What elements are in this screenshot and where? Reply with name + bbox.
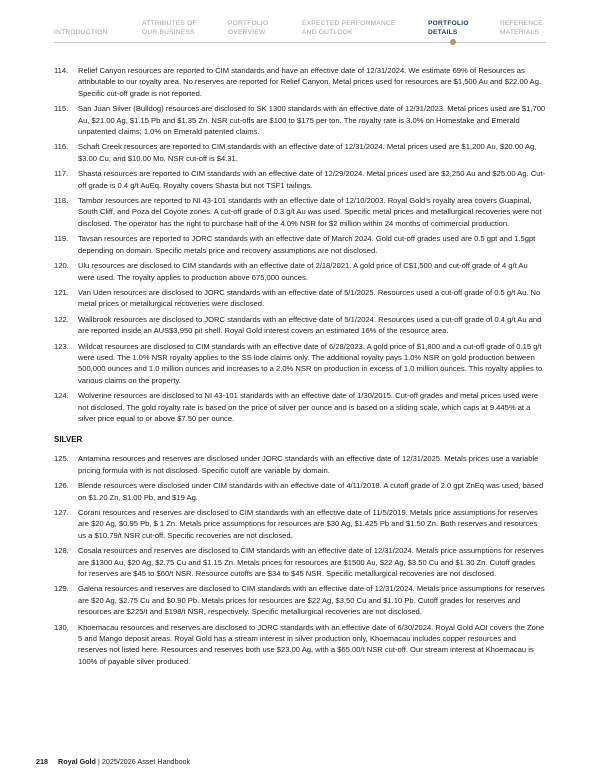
section-heading-silver: SILVER (54, 435, 83, 445)
nav-portfolio-overview-line2: OVERVIEW (228, 28, 266, 36)
footnote-item (54, 545, 546, 579)
footnote-number: 117. (54, 169, 69, 179)
footnote-item (54, 195, 546, 229)
footnote-number: 124. (54, 391, 69, 401)
footnote-text: Corani resources and reserves are disclosed to CIM standards with an effective date of 11/5/2019. Metals price assumptions for reserves are $20 Ag, $0.95 Pb, $ 1 Zn. Metals price assumptions for resources are $30 Ag, $1.425 Pb and $1.50 Zn. Both reserves and resources us a $10.79/t NSR cut-off. Specific recoveries are not disclosed. (78, 508, 538, 540)
footnote-text: Cosala resources and reserves are disclosed to CIM standards with an effective date of 12/31/2024. Metals price assumptions for reserves are $1300 Au, $20 Ag, $2.75 Cu and $1.15 Zn. Metals prices for resources are $1500 Au, $22 Ag, $3.50 Cu and $1.30 Zn. Cutoff grades for reserves are $45 to $60/t NSR. Resource cutoffs are $34 to $45 NSR. Specific metallurgical recoveries are not disclosed. (78, 546, 544, 579)
nav-expected-performance-line1: EXPECTED PERFORMANCE (302, 20, 396, 27)
footnote-item (54, 141, 546, 164)
footnote-item (54, 390, 546, 424)
footnote-number: 128. (54, 546, 69, 556)
footnote-text: Ulu resources are disclosed to CIM standards with an effective date of 2/18/2021. A gold price of C$1,500 and cut-off grade of 4 g/t Au were used. The royalty applies to production above 675,000 ounces. (78, 261, 528, 282)
footnote-item (54, 287, 546, 310)
nav-attributes-line1: ATTRIBUTES OF (142, 20, 197, 27)
footnote-text: Schaft Creek resources are reported to CIM standards with an effective date of 12/31/2024. Metal prices used are $1,200 Au, $20.00 Ag, $3.00 Cu, and $10.00 Mo. NSR cut-off is $4.31. (78, 142, 537, 163)
footnote-item (54, 65, 546, 99)
footnote-item (54, 507, 546, 541)
nav-portfolio-details[interactable] (428, 20, 469, 37)
page-footer (36, 757, 190, 766)
footnote-number: 115. (54, 104, 69, 114)
nav-portfolio-details-line1: PORTFOLIO (428, 20, 469, 27)
footnote-number: 122. (54, 314, 69, 324)
footnote-text: Relief Canyon resources are reported to CIM standards and have an effective date of 12/31/2024. We estimate 69% of Resources as attributable to our royalty area. No reserves are reported for Relief Canyon. Metal prices used for resources are $1,500 Au and $22.00 Ag. Specific cut-off grade is not reported. (78, 66, 542, 98)
footnote-text: Blende resources were disclosed under CIM standards with an effective date of 4/11/2018. A cutoff grade of 2.0 gpt ZnEq was used, based on $1.20 Zn, $1.00 Pb, and $19 Ag. (78, 481, 544, 502)
nav-introduction[interactable] (54, 20, 108, 37)
footnote-item (54, 453, 546, 476)
nav-introduction-label: INTRODUCTION (54, 28, 108, 36)
footnote-text: Wildcat resources are disclosed to CIM standards with an effective date of 6/28/2023. A gold price of $1,800 and a cut-off grade of 0.15 g/t were used. The 1.0% NSR royalty applies to the SS lode claims only. The additional royalty pays 1.0% NSR on gold production between 500,000 ounces and 1.0 million ounces and increases to a 2.0% NSR on production in excess of 1.0 million ounces. This royalty applies to various claims on the property. (78, 341, 543, 385)
nav-portfolio-overview-line1: PORTFOLIO (228, 20, 269, 27)
nav-reference-materials[interactable] (500, 20, 543, 37)
footnote-item (54, 622, 546, 668)
footnote-text: Galena resources and reserves are disclosed to CIM standards with an effective date of 12/31/2024. Metals price assumptions for reserves are $20 Ag, $2.75 Cu and $0.90 Pb. Metals prices for resources are $22 Ag, $3.50 Cu and $1.10 Pb. Cutoff grades for reserves and resources are $225/t and $198/t NSR, respectively. Specific metallurgical recoveries are not disclosed. (78, 584, 545, 617)
footnote-item (54, 260, 546, 283)
footnote-number: 118. (54, 196, 69, 206)
footnote-number: 127. (54, 508, 69, 517)
top-navigation (0, 0, 600, 48)
notes-list-silver (54, 453, 546, 667)
footnote-text: Shasta resources are reported to CIM standards with an effective date of 12/29/2024. Metal prices used are $2,250 Au and $25.00 Ag. Cut-off grade is 0.4 g/t AuEq. Royalty covers Shasta but not TSF1 tailings. (78, 169, 546, 190)
nav-portfolio-details-line2: DETAILS (428, 28, 458, 36)
footnote-text: San Juan Silver (Bulldog) resources are disclosed to SK 1300 standards with an effective date of 12/31/2023. Metal prices used are $1,700 Au, $21.00 Ag, $1.15 Pb and $1.35 Zn. NSR cut-offs are $100 to $175 per ton. The royalty rate is 3.0% on Homestake and Emerald unpatented claims; 1.0% on Emerald patented claims. (78, 104, 546, 137)
footnote-item (54, 168, 546, 191)
nav-expected-performance[interactable] (302, 20, 396, 37)
notes-content (54, 65, 546, 671)
footer-separator: | (97, 757, 100, 766)
footnote-text: Wolverine resources are disclosed to NI 43-101 standards with an effective date of 1/30/2015. Cut-off grades and metal prices used were not disclosed. The gold royalty rate is based on the price of silver per ounce and is based on a sliding scale, which caps at 9.445% at a silver price equal to or above $7.50 per ounce. (78, 391, 539, 423)
nav-reference-materials-line2: MATERIALS (500, 28, 540, 36)
footnote-number: 114. (54, 66, 69, 75)
footnote-number: 116. (54, 142, 69, 152)
nav-divider (54, 42, 546, 43)
nav-expected-performance-line2: AND OUTLOOK (302, 28, 353, 36)
footer-doc-title: 2025/2026 Asset Handbook (101, 757, 191, 766)
active-section-marker (450, 39, 456, 45)
footnote-text: Tavsan resources are reported to JORC standards with an effective date of March 2024. Gold cut-off grades used are 0.5 gpt and 1.5gpt depending on domain. Specific metals price and recovery assumptions are not disclosed. (78, 234, 536, 255)
footnote-text: Khoemacau resources and reserves are disclosed to JORC standards with an effective date of 6/30/2024. Royal Gold AOI covers the Zone 5 and Mango deposit areas. Royal Gold has a stream interest in silver production only, Khoemacau includes copper resources and reserves not listed here. Resources and reserves both use $23.00 Ag, with a $65.00/t NSR cut-off. Our stream interest at Khoemacau is 100% of payable silver produced. (78, 622, 545, 666)
footnote-number: 129. (54, 584, 69, 594)
footnote-text: Van Uden resources are disclosed to JORC standards with an effective date of 5/1/2025. Resources used a cut-off grade of 0.5 g/t Au. No metal prices or metallurgical recoveries were disclosed. (78, 287, 541, 309)
footnote-number: 126. (54, 481, 69, 491)
nav-portfolio-overview[interactable] (228, 20, 268, 37)
footnote-text: Antamina resources and reserves are disclosed under JORC standards with an effective date of 12/31/2025. Metals prices use a variable pricing formula with is not disclosed. Specific cutoff are variable by domain. (78, 454, 539, 475)
footnote-item (54, 480, 546, 503)
nav-reference-materials-line1: REFERENCE (500, 20, 543, 27)
footnote-item (54, 583, 546, 617)
footnote-text: Tambor resources are reported to NI 43-101 standards with an effective date of 12/10/2003. Royal Gold’s royalty area covers Guapinal, South Cliff, and Poza del Coyote zones. A cut-off grade of 0.3 g/t Au was used. Specific metal prices and metallurgical recoveries were not disclosed. The operator has the right to purchase half of the 4.0% NSR for $2 million within 24 months of commercial production. (78, 196, 542, 228)
footnote-number: 121. (54, 287, 69, 297)
footnote-number: 119. (54, 234, 69, 244)
page-number: 218 (36, 757, 48, 766)
footnote-number: 125. (54, 454, 69, 464)
footer-brand: Royal Gold (58, 757, 96, 766)
footnote-item (54, 341, 546, 387)
footnote-item (54, 233, 546, 256)
notes-list-gold (54, 65, 546, 424)
footnote-number: 123. (54, 341, 69, 351)
nav-attributes-line2: OUR BUSINESS (142, 28, 195, 36)
footnote-item (54, 103, 546, 137)
nav-attributes-of-our-business[interactable] (142, 20, 197, 37)
footnote-text: Wallbrook resources are disclosed to JORC standards with an effective date of 5/1/2024. Resources used a cut-off grade of 0.4 g/t Au and are reported inside an AUS$3,950 pit shell. Royal Gold interest covers an estimated 16% of the resource area. (78, 314, 542, 336)
footnote-number: 130. (54, 622, 69, 632)
footnote-number: 120. (54, 261, 69, 271)
footnote-item (54, 314, 546, 337)
